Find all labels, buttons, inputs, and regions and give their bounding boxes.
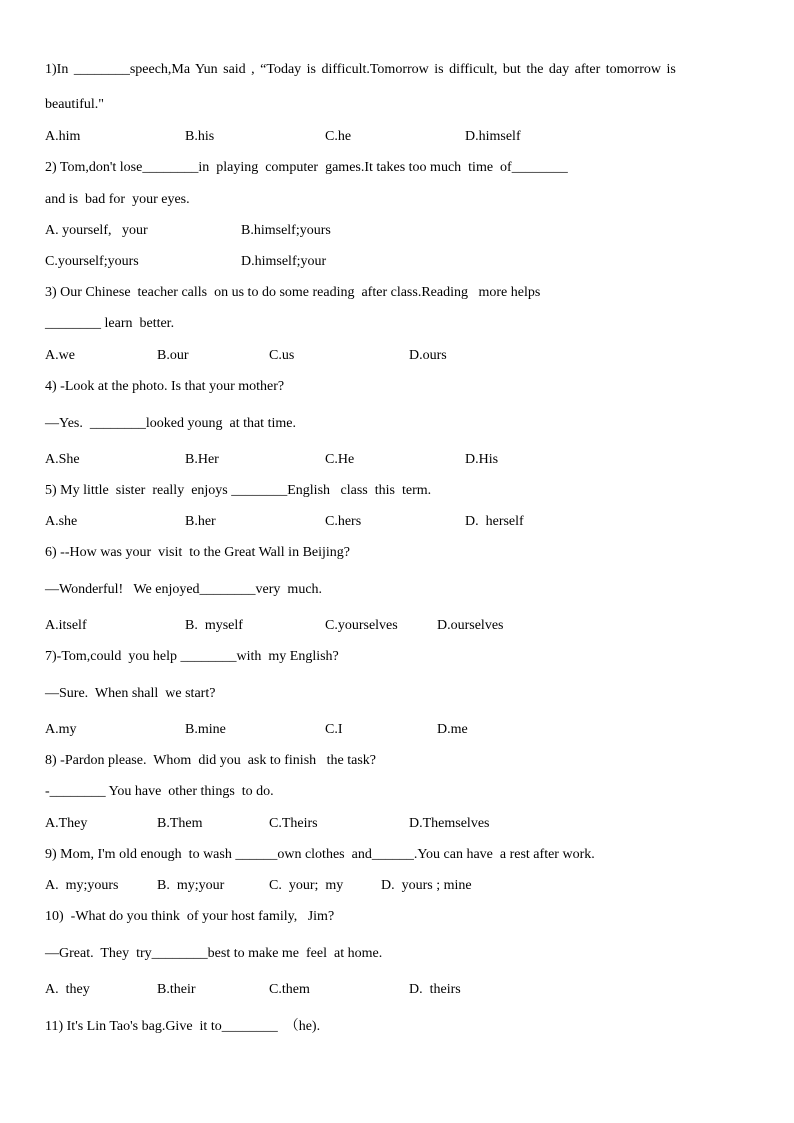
question-1-option-b: B.his xyxy=(185,129,215,144)
question-10-line-2: —Great. They try________best to make me feel at home. xyxy=(45,946,383,961)
question-7-line-1: 7)-Tom,could you help ________with my English? xyxy=(45,649,339,664)
question-1-line-2: beautiful." xyxy=(45,97,104,112)
question-10-option-d: D. theirs xyxy=(409,982,461,997)
question-7-line-2: —Sure. When shall we start? xyxy=(45,686,216,701)
question-7-option-c: C.I xyxy=(325,722,343,737)
question-4-option-b: B.Her xyxy=(185,452,219,467)
question-3-option-c: C.us xyxy=(269,348,295,363)
question-1-option-a: A.him xyxy=(45,129,81,144)
question-3-option-b: B.our xyxy=(157,348,189,363)
question-10-option-c: C.them xyxy=(269,982,310,997)
question-9-option-b: B. my;your xyxy=(157,878,225,893)
question-10-option-a: A. they xyxy=(45,982,90,997)
question-2-option-d: D.himself;your xyxy=(241,254,327,269)
question-4-line-2: —Yes. ________looked young at that time. xyxy=(45,416,296,431)
question-5-option-b: B.her xyxy=(185,514,216,529)
question-7-option-b: B.mine xyxy=(185,722,226,737)
question-8-line-2: -________ You have other things to do. xyxy=(45,784,274,799)
question-10-line-1: 10) -What do you think of your host family, Jim? xyxy=(45,909,335,924)
question-6-line-1: 6) --How was your visit to the Great Wall in Beijing? xyxy=(45,545,350,560)
question-5-option-d: D. herself xyxy=(465,514,524,529)
question-8-option-d: D.Themselves xyxy=(409,816,490,831)
question-3-option-d: D.ours xyxy=(409,348,447,363)
question-3-line-1: 3) Our Chinese teacher calls on us to do some reading after class.Reading more helps xyxy=(45,285,541,300)
question-7-option-a: A.my xyxy=(45,722,77,737)
question-2-option-a: A. yourself, your xyxy=(45,223,148,238)
question-8-option-b: B.Them xyxy=(157,816,203,831)
question-10-option-b: B.their xyxy=(157,982,196,997)
question-4-option-d: D.His xyxy=(465,452,499,467)
question-5-option-c: C.hers xyxy=(325,514,362,529)
question-1-option-c: C.he xyxy=(325,129,352,144)
question-3-option-a: A.we xyxy=(45,348,75,363)
question-9-option-c: C. your; my xyxy=(269,878,344,893)
question-2-line-2: and is bad for your eyes. xyxy=(45,192,190,207)
question-9-option-d: D. yours ; mine xyxy=(381,878,472,893)
question-1-line-1: 1)In ________speech,Ma Yun said , “Today is difficult.Tomorrow is difficult, but the day after tomorrow is xyxy=(45,62,676,77)
question-5-line-1: 5) My little sister really enjoys ________English class this term. xyxy=(45,483,432,498)
question-2-option-c: C.yourself;yours xyxy=(45,254,139,269)
question-6-option-d: D.ourselves xyxy=(437,618,504,633)
question-8-option-a: A.They xyxy=(45,816,88,831)
question-4-line-1: 4) -Look at the photo. Is that your mother? xyxy=(45,379,285,394)
question-5-option-a: A.she xyxy=(45,514,78,529)
question-9-line-1: 9) Mom, I'm old enough to wash ______own clothes and______.You can have a rest after work. xyxy=(45,847,595,862)
question-2-option-b: B.himself;yours xyxy=(241,223,331,238)
question-4-option-a: A.She xyxy=(45,452,80,467)
question-6-option-c: C.yourselves xyxy=(325,618,398,633)
question-9-option-a: A. my;yours xyxy=(45,878,119,893)
question-6-option-b: B. myself xyxy=(185,618,243,633)
question-11-line-1: 11) It's Lin Tao's bag.Give it to________ （he). xyxy=(45,1019,321,1034)
question-7-option-d: D.me xyxy=(437,722,468,737)
question-4-option-c: C.He xyxy=(325,452,355,467)
question-1-option-d: D.himself xyxy=(465,129,521,144)
question-2-line-1: 2) Tom,don't lose________in playing computer games.It takes too much time of________ xyxy=(45,160,568,175)
question-8-line-1: 8) -Pardon please. Whom did you ask to finish the task? xyxy=(45,753,377,768)
question-3-line-2: ________ learn better. xyxy=(45,316,175,331)
question-6-option-a: A.itself xyxy=(45,618,87,633)
question-8-option-c: C.Theirs xyxy=(269,816,318,831)
question-6-line-2: —Wonderful! We enjoyed________very much. xyxy=(45,582,323,597)
